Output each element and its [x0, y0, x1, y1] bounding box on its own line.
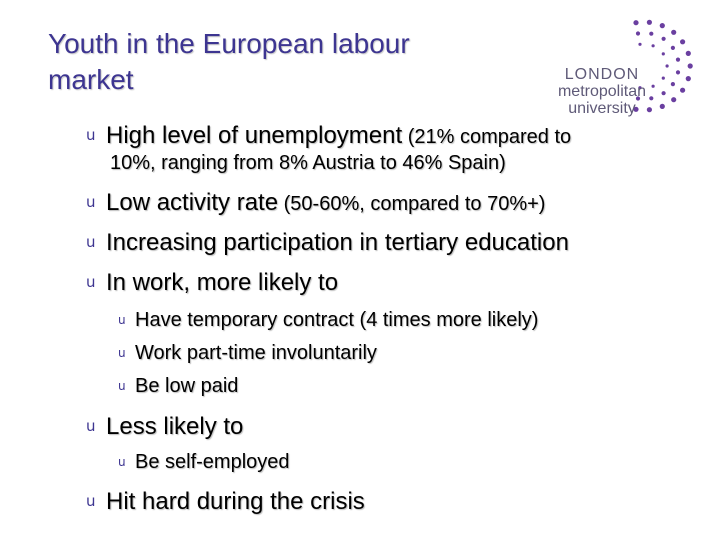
sub-bullet-self-employed	[118, 451, 290, 474]
logo-dot	[688, 63, 693, 68]
logo-dot	[649, 32, 653, 36]
slide-title	[48, 26, 508, 98]
sub-bullet-text: Have temporary contract (4 times more likely)	[135, 309, 539, 331]
london-metropolitan-university-logo	[532, 18, 712, 128]
bullet-unemployment-continued: 10%, ranging from 8% Austria to 46% Spain)	[110, 152, 506, 174]
logo-dot	[671, 46, 675, 50]
logo-line-2: metropolitan	[557, 83, 647, 100]
logo-dot	[676, 58, 680, 62]
sub-bullet-marker-icon: u	[118, 346, 126, 360]
logo-dot	[686, 76, 691, 81]
bullet-activity-rate	[86, 189, 545, 217]
bullet-marker-icon: u	[86, 417, 96, 435]
logo-dot	[638, 43, 641, 46]
logo-dot	[671, 30, 676, 35]
logo-line-3: university	[568, 100, 636, 117]
sub-bullet-text: Work part-time involuntarily	[135, 342, 377, 364]
bullet-in-work	[86, 269, 338, 297]
bullet-unemployment	[86, 122, 571, 150]
title-line-2: market	[48, 64, 134, 95]
bullet-less-likely	[86, 413, 243, 441]
sub-bullet-part-time	[118, 342, 377, 365]
logo-dot	[662, 37, 666, 41]
sub-bullet-low-paid	[118, 375, 238, 398]
logo-dot	[660, 23, 665, 28]
bullet-lead: Low activity rate	[106, 189, 279, 216]
logo-dot	[647, 20, 652, 25]
sub-bullet-marker-icon: u	[118, 455, 126, 469]
bullet-lead: In work, more likely to	[106, 269, 339, 296]
logo-dot	[680, 39, 685, 44]
bullet-lead: High level of unemployment	[106, 122, 403, 149]
bullet-marker-icon: u	[86, 492, 96, 510]
bullet-tertiary-education	[86, 229, 569, 257]
logo-dot	[676, 70, 680, 74]
sub-bullet-temporary-contract	[118, 309, 538, 332]
bullet-marker-icon: u	[86, 273, 96, 291]
bullet-lead: Hit hard during the crisis	[106, 488, 365, 515]
logo-dot	[652, 44, 655, 47]
bullet-detail: (21% compared to	[402, 126, 572, 148]
bullet-hit-hard	[86, 488, 365, 516]
logo-dot	[636, 31, 640, 35]
sub-bullet-marker-icon: u	[118, 313, 126, 327]
bullet-marker-icon: u	[86, 193, 96, 211]
bullet-detail: (50-60%, compared to 70%+)	[278, 193, 546, 215]
logo-dot	[686, 51, 691, 56]
title-line-1: Youth in the European labour	[48, 28, 410, 59]
logo-line-1: LONDON	[564, 66, 640, 83]
logo-dot	[662, 52, 665, 55]
bullet-marker-icon: u	[86, 126, 96, 144]
bullet-marker-icon: u	[86, 233, 96, 251]
sub-bullet-text: Be self-employed	[135, 451, 290, 473]
sub-bullet-marker-icon: u	[118, 379, 126, 393]
sub-bullet-text: Be low paid	[135, 375, 239, 397]
logo-dot	[680, 88, 685, 93]
logo-dot	[633, 20, 638, 25]
bullet-lead: Less likely to	[106, 413, 244, 440]
bullet-lead: Increasing participation in tertiary education	[106, 229, 569, 256]
